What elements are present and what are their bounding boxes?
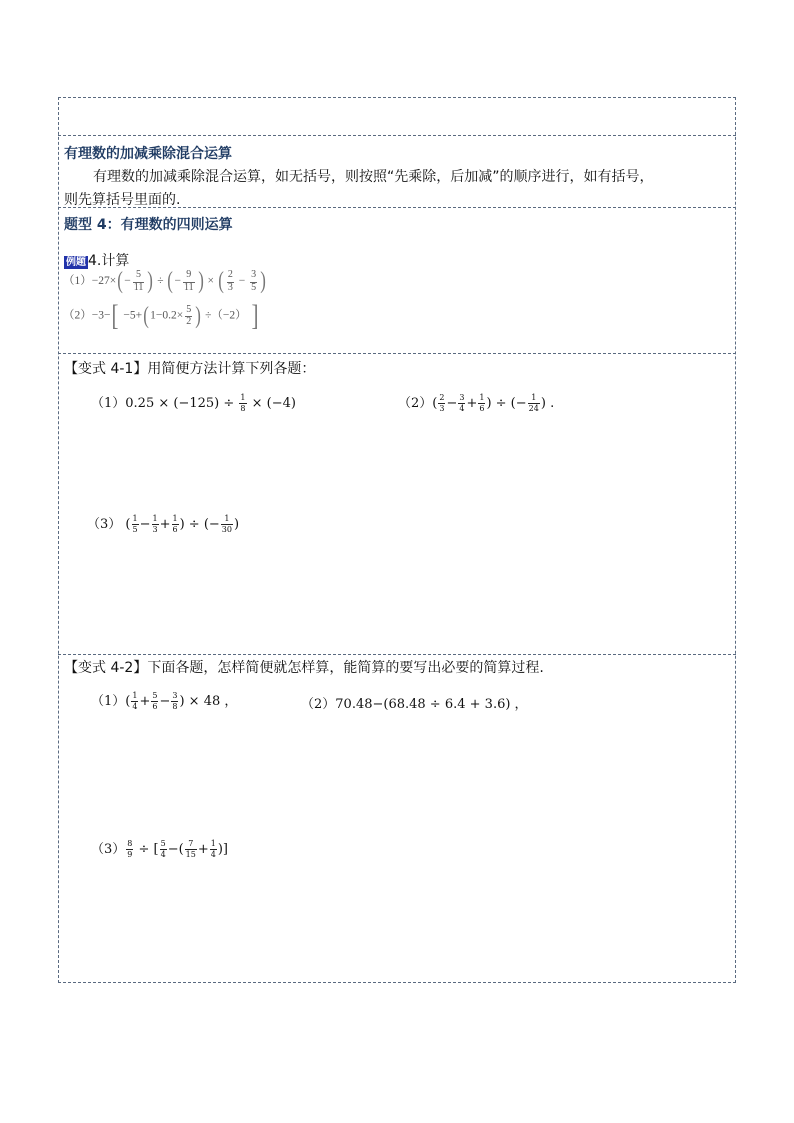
- fraction: $\frac{1}{5}$: [132, 514, 138, 534]
- problem-label: （2）: [398, 396, 433, 411]
- divider: [58, 353, 736, 354]
- fraction: $\frac{2}{3}$: [439, 393, 445, 413]
- math-term: × 48 ，: [188, 694, 238, 709]
- fraction: $\frac{1}{30}$: [221, 514, 232, 534]
- variant-4-2-title: 【变式 4-2】下面各题，怎样简便就怎样算，能简算的要写出必要的简算过程.: [64, 660, 544, 676]
- divider: [58, 654, 736, 655]
- math-term: −3−: [91, 309, 111, 322]
- example-label: 4.计算: [88, 253, 130, 269]
- variant-4-2-problem-2: [301, 693, 528, 712]
- problem-label: （2）: [301, 697, 336, 712]
- math-term: 70.48−(68.48 ÷ 6.4 + 3.6) ，: [335, 697, 528, 712]
- fraction: $\frac{1}{3}$: [152, 514, 158, 534]
- rule-text-line1: 有理数的加减乘除混合运算，如无括号，则按照“先乘除，后加减”的顺序进行，如有括号，: [93, 169, 654, 185]
- fraction: $\frac{5}{2}$: [186, 303, 192, 327]
- problem-label: （1）: [91, 694, 126, 709]
- fraction: $\frac{1}{6}$: [172, 514, 178, 534]
- problem-label: （1）: [63, 275, 92, 288]
- variant-4-1-problem-2: （2）( $\frac{2}{3}$ − $\frac{3}{4}$ + $\frac{1}{6}$ ) ÷ (− $\frac{1}{24}$ ) .: [398, 393, 555, 413]
- section-title-mixed-operations: 有理数的加减乘除混合运算: [64, 146, 232, 162]
- example-problem-2: （2）−3−[ −5+(1−0.2× $\frac{5}{2}$ ) ÷（−2） ]: [63, 299, 258, 332]
- fraction: $\frac{1}{4}$: [210, 839, 216, 859]
- fraction: $\frac{5}{4}$: [160, 839, 166, 859]
- math-term: 1−0.2×: [150, 309, 184, 322]
- question-type-title: 题型 4：有理数的四则运算: [64, 217, 233, 233]
- math-term: .: [550, 396, 555, 411]
- example-badge: 例题: [66, 257, 86, 268]
- math-term: −27×: [91, 275, 117, 288]
- variant-4-1-problem-1: [91, 392, 296, 413]
- problem-label: （3）: [91, 842, 126, 857]
- fraction: $\frac{3}{8}$: [172, 691, 178, 711]
- variant-4-2-problem-3: （3） $\frac{8}{9}$ ÷ [ $\frac{5}{4}$ −( $\frac{7}{15}$ + $\frac{1}{4}$ )]: [91, 839, 229, 859]
- rule-text-line2: 则先算括号里面的.: [64, 192, 181, 208]
- variant-4-1-title: 【变式 4-1】用简便方法计算下列各题：: [64, 361, 316, 377]
- math-term: × (−4): [251, 396, 296, 411]
- variant-4-2-problem-1: （1）( $\frac{1}{4}$ + $\frac{5}{6}$ − $\frac{3}{8}$ ) × 48 ，: [91, 691, 238, 711]
- math-term: 0.25 × (−125) ÷: [125, 396, 235, 411]
- problem-label: （2）: [63, 309, 92, 322]
- fraction: $\frac{5}{11}$: [133, 269, 144, 293]
- divider: [58, 135, 736, 136]
- fraction: $\frac{8}{9}$: [127, 839, 133, 859]
- fraction: $\frac{1}{8}$: [240, 393, 246, 413]
- fraction: $\frac{1}{6}$: [479, 393, 485, 413]
- example-header: [64, 250, 129, 270]
- fraction: $\frac{3}{5}$: [251, 269, 257, 293]
- example-problem-1: （1）−27×(− $\frac{5}{11}$ ) ÷ (− $\frac{9}{11}$ ) × ( $\frac{2}{3}$ − $\frac{3}{5}$ ): [63, 268, 266, 294]
- fraction: $\frac{1}{4}$: [132, 691, 138, 711]
- math-term: −5+: [123, 309, 143, 322]
- variant-4-1-problem-3: （3） ( $\frac{1}{5}$ − $\frac{1}{3}$ + $\frac{1}{6}$ ) ÷ (− $\frac{1}{30}$ ): [87, 514, 240, 534]
- fraction: $\frac{5}{6}$: [152, 691, 158, 711]
- fraction: $\frac{7}{15}$: [185, 839, 196, 859]
- problem-label: （1）: [91, 396, 126, 411]
- fraction: $\frac{9}{11}$: [183, 269, 194, 293]
- math-term: ÷（−2）: [205, 309, 247, 322]
- fraction: $\frac{2}{3}$: [227, 269, 233, 293]
- problem-label: （3）: [87, 517, 122, 532]
- fraction: $\frac{3}{4}$: [459, 393, 465, 413]
- fraction: $\frac{1}{24}$: [528, 393, 539, 413]
